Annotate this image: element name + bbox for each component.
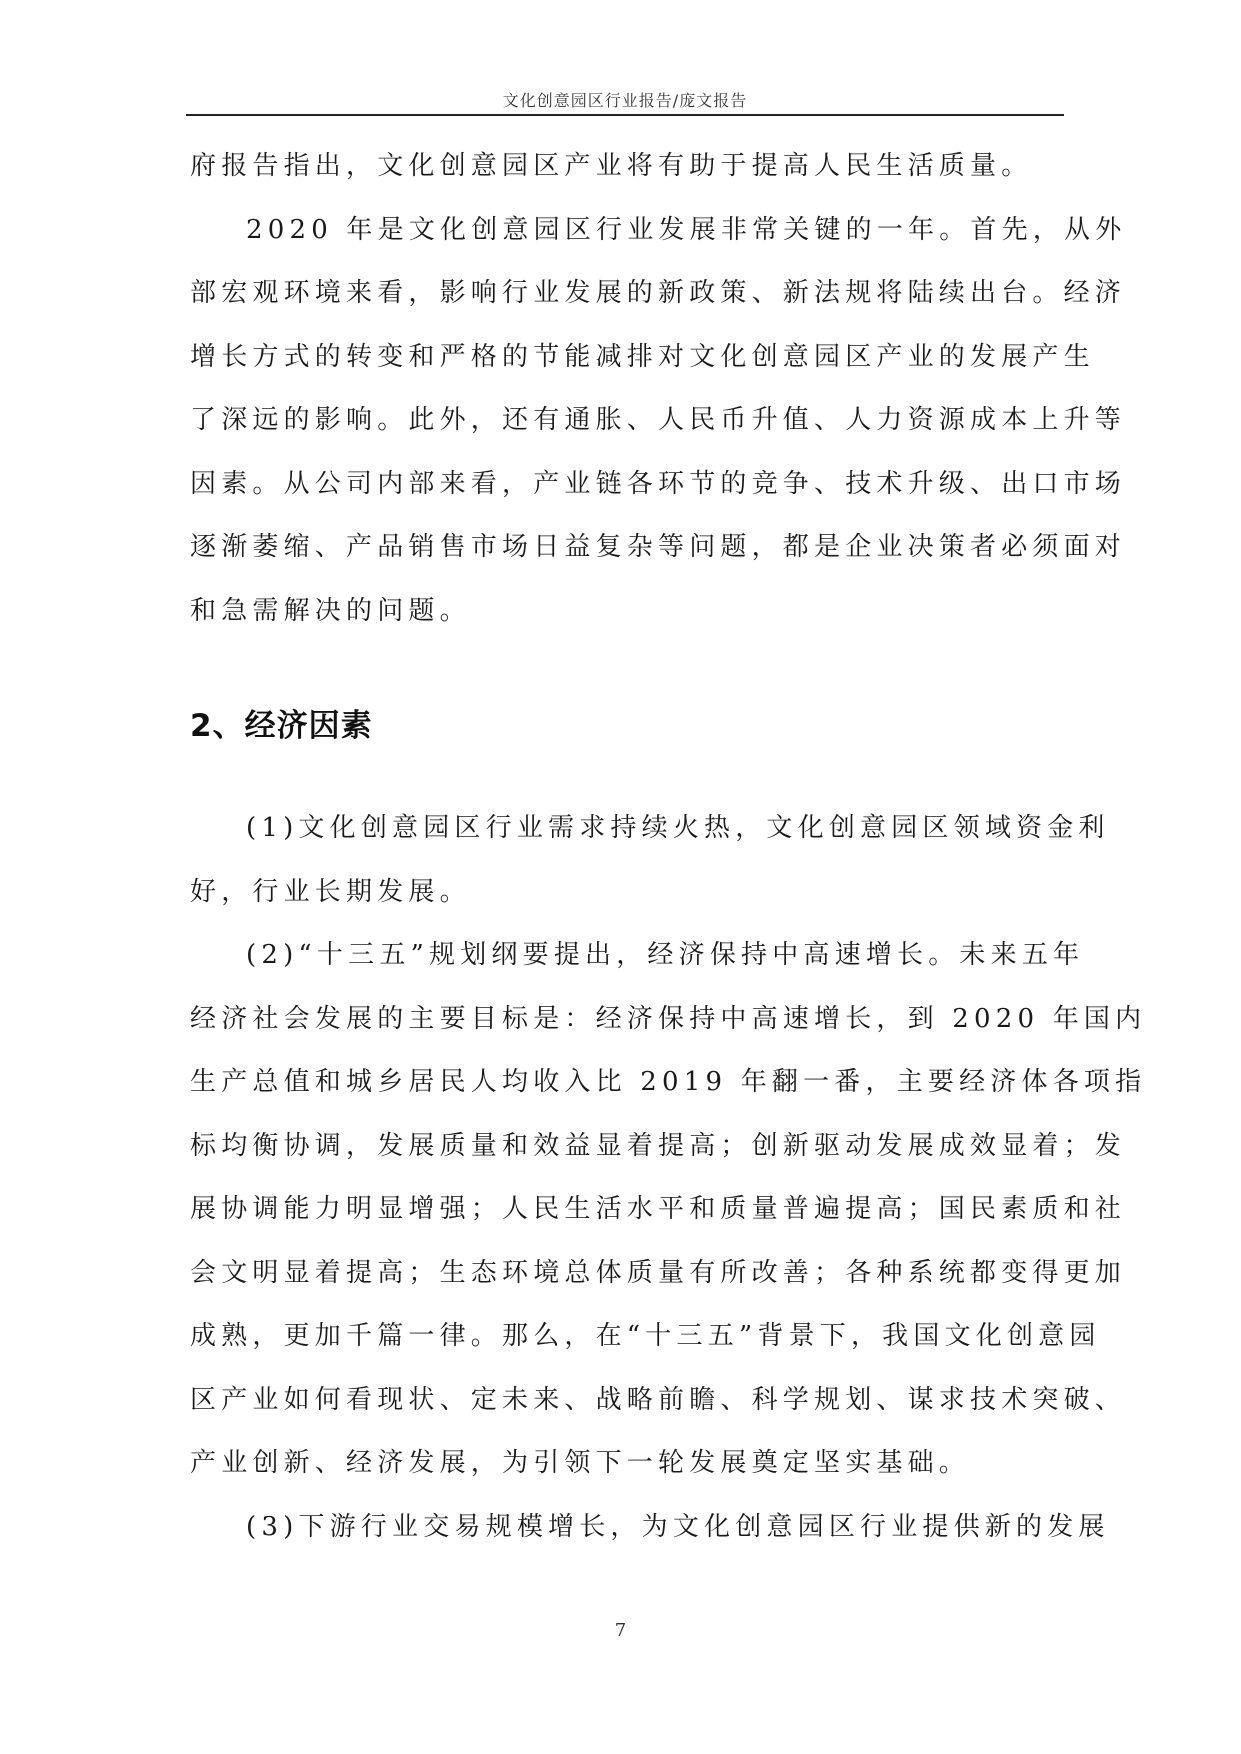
text-line: 会文明显着提高；生态环境总体质量有所改善；各种系统都变得更加 [190,1257,1127,1288]
text-line: 府报告指出，文化创意园区产业将有助于提高人民生活质量。 [190,151,1033,181]
text-line: 因素。从公司内部来看，产业链各环节的竞争、技术升级、出口市场 [190,468,1127,499]
text-line: 逐渐萎缩、产品销售市场日益复杂等问题，都是企业决策者必须面对 [190,532,1127,562]
text-line: 展协调能力明显增强；人民生活水平和质量普遍提高；国民素质和社 [190,1194,1127,1224]
text-line: 了深远的影响。此外，还有通胀、人民币升值、人力资源成本上升等 [190,405,1127,435]
text-line: 经济社会发展的主要目标是：经济保持中高速增长，到 2020 年国内 [190,1003,1147,1034]
text-line: 增长方式的转变和严格的节能减排对文化创意园区产业的发展产生 [190,341,1095,372]
running-header: 文化创意园区行业报告/庞文报告 [502,91,748,110]
text-line: (3)下游行业交易规模增长，为文化创意园区行业提供新的发展 [246,1511,1110,1542]
section-heading: 2、经济因素 [190,708,373,744]
text-line: (1)文化创意园区行业需求持续火热，文化创意园区领域资金利 [246,813,1110,843]
paragraph-block-2 [190,797,1147,1559]
text-line: 区产业如何看现状、定未来、战略前瞻、科学规划、谋求技术突破、 [190,1384,1127,1415]
text-line: 好，行业长期发展。 [190,876,471,907]
text-line: (2)“十三五”规划纲要提出，经济保持中高速增长。未来五年 [246,940,1085,970]
paragraph-block-1 [190,135,1127,643]
text-line: 和急需解决的问题。 [190,595,471,626]
text-line: 成熟，更加千篇一律。那么，在“十三五”背景下，我国文化创意园 [190,1321,1101,1351]
text-line: 产业创新、经济发展，为引领下一轮发展奠定坚实基础。 [190,1448,971,1478]
page-number: 7 [614,1620,627,1641]
header-rule [186,114,1064,116]
text-line: 部宏观环境来看，影响行业发展的新政策、新法规将陆续出台。经济 [190,278,1127,308]
text-line: 生产总值和城乡居民人均收入比 2019 年翻一番，主要经济体各项指 [190,1067,1147,1097]
text-line: 2020 年是文化创意园区行业发展非常关键的一年。首先，从外 [246,214,1127,245]
text-line: 标均衡协调，发展质量和效益显着提高；创新驱动发展成效显着；发 [190,1130,1127,1161]
